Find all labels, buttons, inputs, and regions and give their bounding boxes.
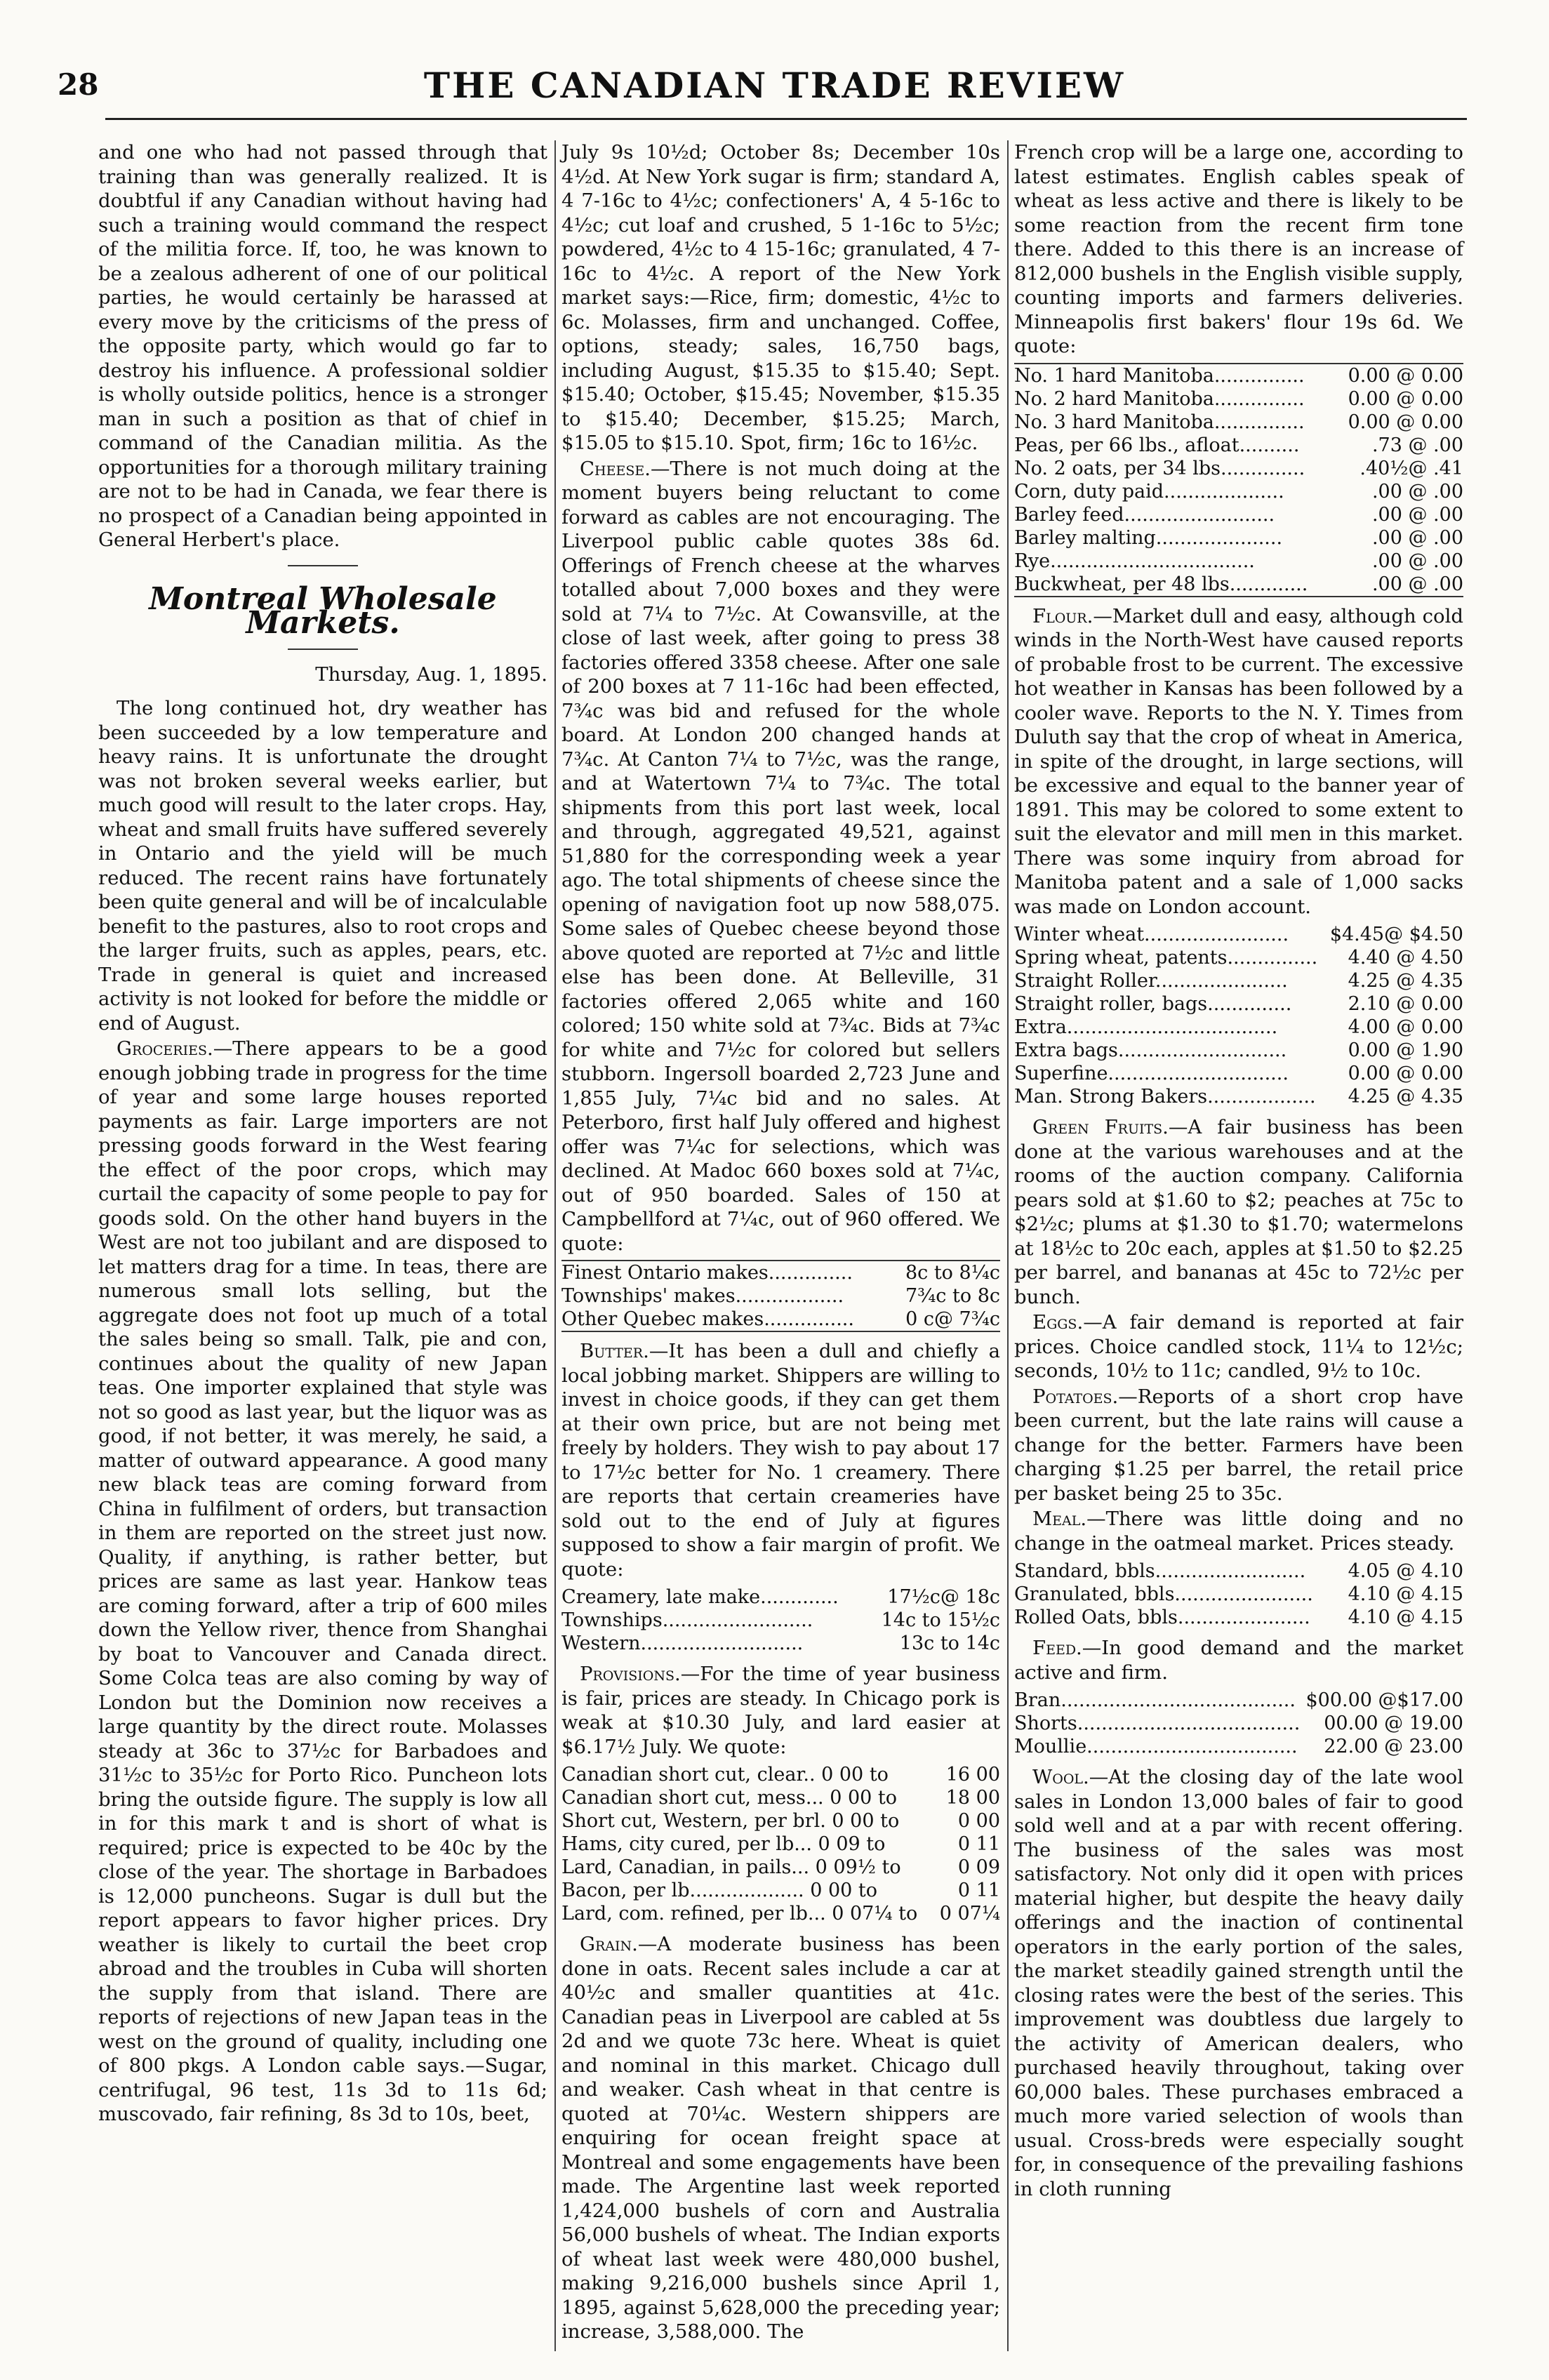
butter-heading: Butter. — [580, 1340, 649, 1362]
wool-report — [1014, 1765, 1463, 2201]
table-row — [1014, 1712, 1463, 1735]
flour-price-table — [1014, 923, 1463, 1108]
price-label: Bacon, per lb................... 0 00 to — [561, 1880, 877, 1901]
table-row — [1014, 1560, 1463, 1583]
cheese-report — [561, 457, 1000, 1256]
meal-text: —There was little doing and no change in the oatmeal market. Prices steady. — [1014, 1508, 1463, 1555]
column-2 — [561, 140, 1000, 2346]
provisions-price-table — [561, 1763, 1000, 1925]
butter-report — [561, 1339, 1000, 1581]
price-value: 4.10 @ 4.15 — [1348, 1583, 1463, 1605]
provisions-report — [561, 1662, 1000, 1759]
price-value: 4.25 @ 4.35 — [1348, 970, 1463, 992]
price-label: Superfine.............................. — [1014, 1063, 1289, 1084]
price-value: .00 @ .00 — [1371, 573, 1463, 595]
page-number: 28 — [58, 67, 99, 102]
price-label: Granulated, bbls....................... — [1014, 1583, 1313, 1605]
table-row — [561, 1308, 1000, 1331]
price-label: No. 1 hard Manitoba............... — [1014, 364, 1305, 387]
price-value: 0 00 — [957, 1810, 1000, 1832]
price-label: Rye.................................. — [1014, 550, 1255, 572]
price-value: .00 @ .00 — [1371, 550, 1463, 572]
price-label: Creamery, late make............. — [561, 1586, 839, 1608]
table-row — [1014, 480, 1463, 503]
price-value: 17½c@ 18c — [887, 1586, 1000, 1608]
potatoes-text: —Reports of a short crop have been current, but the late rains will cause a change for the better. Farmers have been charging $1.25 per barrel, the retail price per basket being 25 to 35c. — [1014, 1385, 1463, 1505]
sugar-report: July 9s 10½d; October 8s; December 10s 4½d. At New York sugar is firm; standard A, 4 7-16c to 4½c; confectioners' A, 4 5-16c to 4½c; cut loaf and crushed, 5 1-16c to 5½c; powdered, 4½c to 4 15-16c; granulated, 4 7-16c to 4½c. A report of the New York market says:—Rice, firm; domestic, 4½c to 6c. Molasses, firm and unchanged. Coffee, options, steady; sales, 16,750 bags, including August, $15.35 to $15.40; Sept. $15.40; October, $15.45; November, $15.35 to $15.40; December, $15.25; March, $15.05 to $15.10. Spot, firm; 16c to 16½c. — [561, 141, 1000, 454]
table-row — [1014, 1085, 1463, 1108]
grain-text: —A moderate business has been done in oats. Recent sales include a car at 40½c and smaller quantities at 41c. Canadian peas in Liverpool are cabled at 5s 2d and we quote 73c here. Wheat is quiet and nominal in this market. Chicago dull and weaker. Cash wheat in that centre is quoted at 70¼c. Western shippers are enquiring for ocean freight space at Montreal and some engagements have been made. The Argentine last week reported 1,424,000 bushels of corn and Australia 56,000 bushels of wheat. The Indian exports of wheat last week were 480,000 bushel, making 9,216,000 bushels since April 1, 1895, against 5,628,000 the preceding year; increase, 3,588,000. The — [561, 1933, 1000, 2343]
price-value: .00 @ .00 — [1371, 480, 1463, 503]
price-value: 4.40 @ 4.50 — [1348, 947, 1463, 969]
table-row — [1014, 1735, 1463, 1758]
fruit-heading: Green Fruits. — [1032, 1116, 1169, 1138]
table-row — [1014, 573, 1463, 597]
flour-heading: Flour. — [1032, 604, 1093, 627]
table-row — [1014, 1689, 1463, 1712]
market-overview: The long continued hot, dry weather has been succeeded by a low temperature and heavy rains. It is unfortunate the drought was not broken several weeks earlier, but much good will result to the later crops. Hay, wheat and small fruits have suffered severely in Ontario and the yield will be much reduced. The recent rains have fortunately been quite general and will be of incalculable benefit to the pastures, also to root crops and the larger fruits, such as apples, pears, etc. Trade in general is quiet and increased activity is not looked for before the middle or end of August. — [98, 697, 547, 1035]
column-1 — [98, 140, 547, 2128]
table-row — [561, 1609, 1000, 1632]
fruit-report — [1014, 1115, 1463, 1309]
price-value: 0 07¼ — [939, 1903, 1000, 1924]
price-label: Canadian short cut, mess... 0 00 to — [561, 1787, 898, 1809]
price-value: 16 00 — [945, 1764, 1000, 1786]
price-value: 7¾c to 8c — [905, 1285, 1000, 1307]
wheat-price-table — [1014, 363, 1463, 597]
price-label: Townships' makes.................. — [561, 1285, 844, 1307]
price-value: 0 09 — [957, 1856, 1000, 1878]
price-value: 18 00 — [945, 1787, 1000, 1809]
price-label: Winter wheat........................ — [1014, 924, 1289, 945]
separator — [288, 649, 358, 650]
table-row — [561, 1856, 1000, 1879]
price-label: No. 3 hard Manitoba............... — [1014, 411, 1305, 433]
column-3 — [1014, 140, 1463, 2202]
price-value: 4.05 @ 4.10 — [1348, 1560, 1463, 1582]
provisions-text: —For the time of year business is fair, prices are steady. In Chicago pork is weak at $10.30 July, and lard easier at $6.17½ July. We quote: — [561, 1663, 1000, 1758]
table-row — [561, 1585, 1000, 1609]
flour-report — [1014, 604, 1463, 919]
price-value: 0.00 @ 0.00 — [1348, 364, 1463, 387]
price-label: Straight Roller...................... — [1014, 970, 1288, 992]
price-label: Other Quebec makes............... — [561, 1308, 854, 1330]
provisions-heading: Provisions. — [580, 1663, 681, 1685]
price-value: 0 11 — [957, 1880, 1000, 1901]
price-value: $00.00 @$17.00 — [1305, 1689, 1463, 1711]
meal-heading: Meal. — [1032, 1508, 1087, 1530]
price-value: 00.00 @ 19.00 — [1324, 1713, 1463, 1734]
price-label: Barley feed......................... — [1014, 503, 1275, 526]
table-row — [561, 1786, 1000, 1809]
table-row — [1014, 526, 1463, 550]
table-row — [561, 1763, 1000, 1786]
price-label: Townships......................... — [561, 1609, 813, 1631]
price-label: Spring wheat, patents............... — [1014, 947, 1318, 969]
cheese-text: —There is not much doing at the moment buyers being reluctant to come forward as cables are not encouraging. The Liverpool public cable quotes 38s 6d. Offerings of French cheese at the wharves totalled about 7,000 boxes and they were sold at 7¼ to 7½c. At Cowansville, at the close of last week, after going to press 38 factories offered 3358 cheese. After one sale of 200 boxes at 7 11-16c had been effected, 7¾c was bid and refused for the whole board. At London 200 changed hands at 7¾c. At Canton 7¼ to 7½c, was the range, and at Watertown 7¼ to 7¾c. The total shipments from this port last week, local and through, aggregated 49,521, against 51,880 for the corresponding week a year ago. The total shipments of cheese since the opening of navigation foot up now 588,075. Some sales of Quebec cheese beyond those above quoted are reported at 7½c and little else has been done. At Belleville, 31 factories offered 2,065 white and 160 colored; 150 white sold at 7¾c. Bids at 7¾c for white and 7½c for colored but sellers stubborn. Ingersoll boarded 2,723 June and 1,855 July, 7¼c bid and no sales. At Peterboro, first half July offered and highest offer was 7¼c for selections, which was declined. At Madoc 660 boxes sold at 7¼c, out of 950 boarded. Sales of 150 at Campbellford at 7¼c, out of 960 offered. We quote: — [561, 457, 1000, 1255]
column-divider — [554, 140, 556, 2351]
price-label: Lard, Canadian, in pails... 0 09½ to — [561, 1856, 901, 1878]
table-row — [1014, 1606, 1463, 1629]
table-row — [1014, 1039, 1463, 1062]
groceries-heading: Groceries. — [117, 1037, 213, 1060]
price-label: Finest Ontario makes.............. — [561, 1262, 853, 1284]
grain-report — [561, 1932, 1000, 2344]
price-value: 14c to 15½c — [881, 1609, 1000, 1631]
table-row — [561, 1632, 1000, 1655]
price-value: 0.00 @ 0.00 — [1348, 1063, 1463, 1084]
price-value: 0.00 @ 0.00 — [1348, 411, 1463, 433]
price-value: 0.00 @ 0.00 — [1348, 387, 1463, 410]
price-label: Peas, per 66 lbs., afloat.......... — [1014, 434, 1300, 456]
table-row — [561, 1261, 1000, 1284]
table-row — [561, 1902, 1000, 1925]
table-row — [561, 1284, 1000, 1308]
price-value: 4.10 @ 4.15 — [1348, 1607, 1463, 1628]
cheese-heading: Cheese. — [580, 457, 651, 480]
table-row — [1014, 1583, 1463, 1606]
table-row — [1014, 411, 1463, 434]
groceries-report — [98, 1037, 547, 2127]
price-value: $4.45@ $4.50 — [1329, 924, 1463, 945]
price-label: No. 2 hard Manitoba............... — [1014, 387, 1305, 410]
section-heading: Montreal Wholesale Markets. — [149, 580, 497, 641]
price-value: .40½@ .41 — [1359, 457, 1463, 479]
price-label: Lard, com. refined, per lb... 0 07¼ to — [561, 1903, 918, 1924]
table-row — [1014, 364, 1463, 387]
fruit-text: —A fair business has been done at the various warehouses and at the rooms of the auction company. California pears sold at $1.60 to $2; peaches at 75c to $2½c; plums at $1.30 to $1.70; watermelons at 18½c to 20c each, apples at $1.50 to $2.25 per barrel, and bananas at 45c to 72½c per bunch. — [1014, 1116, 1463, 1308]
table-row — [1014, 387, 1463, 411]
price-label: Extra................................... — [1014, 1016, 1278, 1038]
header-rule — [105, 118, 1467, 120]
table-row — [1014, 992, 1463, 1016]
price-label: Straight roller, bags.............. — [1014, 993, 1292, 1015]
price-value: 0.00 @ 1.90 — [1348, 1039, 1463, 1061]
price-label: Canadian short cut, clear.. 0 00 to — [561, 1764, 889, 1786]
page-title: THE CANADIAN TRADE REVIEW — [423, 65, 1126, 106]
butter-price-table — [561, 1585, 1000, 1655]
table-row — [1014, 946, 1463, 969]
separator — [288, 565, 358, 566]
cheese-price-table — [561, 1260, 1000, 1332]
price-value: 0 c@ 7¾c — [905, 1308, 1000, 1330]
potatoes-heading: Potatoes. — [1032, 1385, 1119, 1408]
price-value: 4.00 @ 0.00 — [1348, 1016, 1463, 1038]
price-value: 2.10 @ 0.00 — [1348, 993, 1463, 1015]
price-label: Man. Strong Bakers.................. — [1014, 1086, 1316, 1108]
table-row — [1014, 969, 1463, 992]
price-label: Hams, city cured, per lb... 0 09 to — [561, 1833, 886, 1855]
price-value: 4.25 @ 4.35 — [1348, 1086, 1463, 1108]
wool-text: —At the closing day of the late wool sales in London 13,000 bales of fair to good sold well and at a par with recent offering. The business of the sales was most satisfactory. Not only did it open with prices material higher, but despite the heavy daily offerings and the inaction of continental operators in the early portion of the sales, the market steadily gained strength until the closing rates were the best of the series. This improvement was doubtless due largely to the activity of American dealers, who purchased heavily throughout, taking over 60,000 bales. These purchases embraced a much more varied selection of wools than usual. Cross-breds were especially sought for, in consequence of the prevailing fashions in cloth running — [1014, 1766, 1463, 2200]
meal-report — [1014, 1507, 1463, 1555]
table-row — [1014, 923, 1463, 946]
table-row — [1014, 550, 1463, 573]
price-label: Short cut, Western, per brl. 0 00 to — [561, 1810, 900, 1832]
grain-heading: Grain. — [580, 1933, 638, 1955]
table-row — [1014, 1016, 1463, 1039]
feed-text: —In good demand and the market active and firm. — [1014, 1637, 1463, 1684]
wool-heading: Wool. — [1032, 1766, 1089, 1788]
price-label: Extra bags............................ — [1014, 1039, 1287, 1061]
table-row — [1014, 457, 1463, 480]
table-row — [1014, 1062, 1463, 1085]
price-label: No. 2 oats, per 34 lbs.............. — [1014, 457, 1305, 479]
price-label: Western........................... — [561, 1633, 804, 1654]
eggs-heading: Eggs. — [1032, 1311, 1084, 1334]
price-label: Buckwheat, per 48 lbs............. — [1014, 573, 1308, 595]
flour-text: —Market dull and easy, although cold winds in the North-West have caused reports of probable frost to be current. The excessive hot weather in Kansas has been followed by a cooler wave. Reports to the N. Y. Times from Duluth say that the crop of wheat in America, in spite of the drought, in large sections, will be excessive and equal to the banner year of 1891. This may be colored to some extent to suit the elevator and mill men in this market. There was some inquiry from abroad for Manitoba patent and a sale of 1,000 sacks was made on London account. — [1014, 604, 1463, 918]
price-label: Moullie................................... — [1014, 1736, 1298, 1757]
table-row — [561, 1833, 1000, 1856]
price-value: 13c to 14c — [899, 1633, 1000, 1654]
price-label: Rolled Oats, bbls...................... — [1014, 1607, 1310, 1628]
groceries-text: —There appears to be a good enough jobbing trade in progress for the time of year and some large houses reported payments as fair. Large importers are not pressing goods forward in the West fearing the effect of the poor crops, which may curtail the capacity of some people to pay for goods sold. On the other hand buyers in the West are not too jubilant and are disposed to let matters drag for a time. In teas, there are numerous small lots selling, but the aggregate does not foot up much of a total the sales being so small. Talk, pie and con, continues about the quality of new Japan teas. One importer explained that style was not so good as last year, but the liquor was as good, if not better, it was merely, he said, a matter of outward appearance. A good many new black teas are coming forward from China in fulfilment of orders, but transaction in them are reported on the street just now. Quality, if anything, is rather better, but prices are same as last year. Hankow teas are coming forward, after a trip of 600 miles down the Yellow river, thence from Shanghai by boat to Vancouver and Canada direct. Some Colca teas are also coming by way of London but the Dominion now receives a large quantity by the direct route. Molasses steady at 36c to 37½c for Barbadoes and 31½c to 35½c for Porto Rico. Puncheon lots bring the outside figure. The supply is low all in for this mark t and is short of what is required; price is expected to be 40c by the close of the year. The shortage in Barbadoes is 12,000 puncheons. Sugar is dull but the report appears to favor higher prices. Dry weather is likely to curtail the beet crop abroad and the troubles in Cuba will shorten the supply from that island. There are reports of rejections of new Japan teas in the west on the ground of quality, including one of 800 pkgs. A London cable says.—Sugar, centrifugal, 96 test, 11s 3d to 11s 6d; muscovado, fair refining, 8s 3d to 10s, beet, — [98, 1037, 547, 2125]
price-value: .73 @ .00 — [1371, 434, 1463, 456]
price-value: 8c to 8¼c — [905, 1262, 1000, 1284]
price-value: 0 11 — [957, 1833, 1000, 1855]
potatoes-report — [1014, 1385, 1463, 1506]
wheat-report: French crop will be a large one, according to latest estimates. English cables speak of wheat as less active and there is likely to be some reaction from the recent firm tone there. Added to this there is an increase of 812,000 bushels in the English visible supply, counting imports and farmers deliveries. Minneapolis first bakers' flour 19s 6d. We quote: — [1014, 141, 1463, 357]
price-label: Corn, duty paid.................... — [1014, 480, 1284, 503]
feed-heading: Feed. — [1032, 1637, 1082, 1659]
price-label: Standard, bbls......................... — [1014, 1560, 1306, 1582]
eggs-text: —A fair demand is reported at fair prices. Choice candled stock, 11¼ to 12½c; seconds, 10½ to 11c; candled, 9½ to 10c. — [1014, 1311, 1463, 1382]
feed-price-table — [1014, 1689, 1463, 1758]
price-label: Shorts..................................... — [1014, 1713, 1301, 1734]
price-label: Barley malting..................... — [1014, 526, 1283, 549]
column-divider — [1007, 140, 1009, 2351]
price-value: .00 @ .00 — [1371, 503, 1463, 526]
price-label: Bran....................................... — [1014, 1689, 1296, 1711]
meal-price-table — [1014, 1560, 1463, 1629]
table-row — [561, 1879, 1000, 1902]
intro-paragraph: and one who had not passed through that training than was generally realized. It is doubtful if any Canadian without having had such a training would command the respect of the militia force. If, too, he was known to be a zealous adherent of one of our political parties, he would certainly be harassed at every move by the criticisms of the press of the opposite party, which would go far to destroy his influence. A professional soldier is wholly outside politics, hence is a stronger man in such a position as that of chief in command of the Canadian militia. As the opportunities for a thorough military training are not to be had in Canada, we fear there is no prospect of a Canadian being appointed in General Herbert's place. — [98, 141, 547, 551]
price-value: 22.00 @ 23.00 — [1324, 1736, 1463, 1757]
dateline: Thursday, Aug. 1, 1895. — [315, 663, 547, 686]
table-row — [1014, 434, 1463, 457]
table-row — [1014, 503, 1463, 526]
eggs-report — [1014, 1310, 1463, 1383]
table-row — [561, 1809, 1000, 1833]
butter-text: —It has been a dull and chiefly a local jobbing market. Shippers are willing to invest in choice goods, if they can get them at their own price, but are not being met freely by holders. They wish to pay about 17 to 17½c better for No. 1 creamery. There are reports that certain creameries have sold out to the end of July at figures supposed to show a fair margin of profit. We quote: — [561, 1340, 1000, 1581]
price-value: .00 @ .00 — [1371, 526, 1463, 549]
feed-report — [1014, 1636, 1463, 1684]
